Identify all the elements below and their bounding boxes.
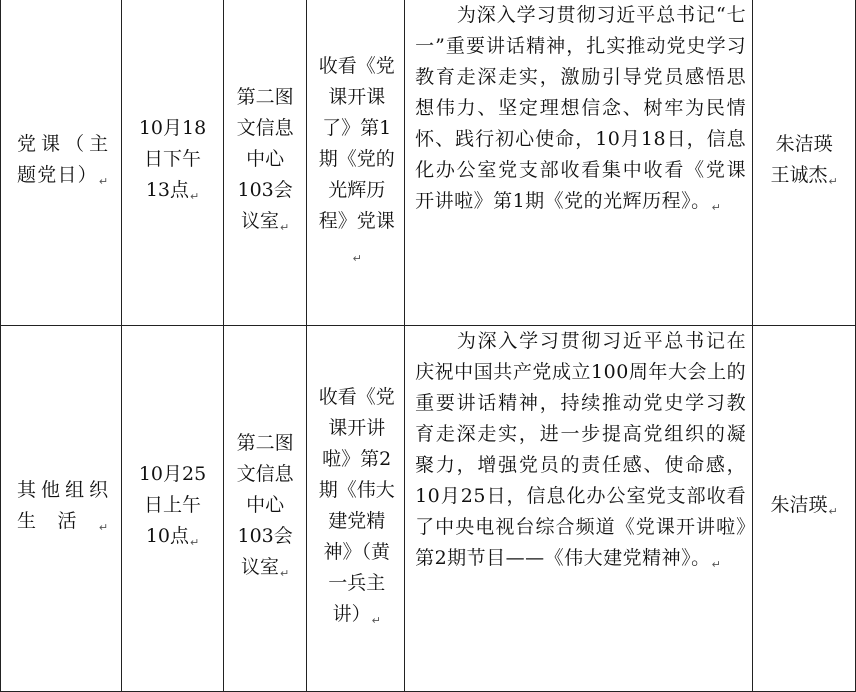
activity-description-cell bbox=[405, 0, 753, 326]
activity-type: 其他组织生活 bbox=[17, 478, 110, 532]
activity-topic: 收看《党课开讲啦》第2期《伟大建党精神》（黄一兵主讲） bbox=[318, 385, 395, 625]
activity-topic: 收看《党课开课了》第1期《党的光辉历程》党课 bbox=[318, 55, 395, 232]
paragraph-mark-icon: ↵ bbox=[711, 201, 722, 214]
activity-location-cell bbox=[223, 0, 306, 326]
activity-persons-cell bbox=[753, 0, 856, 326]
person-name: 朱洁瑛 bbox=[770, 494, 828, 516]
activity-description: 为深入学习贯彻习近平总书记在庆祝中国共产党成立100周年大会上的重要讲话精神，持续推动党史学习教育走深走实，进一步提高党组织的凝聚力，增强党员的责任感、使命感，10月25日，信息化办公室党支部收看了中央电视台综合频道《党课开讲啦》第2期节目——《伟大建党精神》。 bbox=[415, 330, 747, 569]
paragraph-mark-icon: ↵ bbox=[190, 536, 200, 549]
activity-persons-cell bbox=[753, 326, 856, 692]
paragraph-mark-icon: ↵ bbox=[280, 221, 290, 234]
activity-description: 为深入学习贯彻习近平总书记“七一”重要讲话精神，扎实推动党史学习教育走深走实，激励引导党员感悟思想伟力、坚定理想信念、树牢为民情怀、践行初心使命，10月18日，信息化办公室党支部收看集中收看《党课开讲啦》第1期《党的光辉历程》。 bbox=[415, 4, 747, 212]
table-row bbox=[1, 326, 856, 692]
paragraph-mark-icon: ↵ bbox=[711, 558, 722, 571]
activity-topic-cell bbox=[307, 0, 405, 326]
person-name: 朱洁瑛 bbox=[775, 132, 833, 155]
activity-location: 第二图文信息中心103会议室 bbox=[236, 86, 294, 232]
table-row bbox=[1, 0, 856, 326]
activity-location: 第二图文信息中心103会议室 bbox=[236, 432, 294, 578]
person-name-block bbox=[753, 160, 855, 197]
paragraph-mark-icon: ↵ bbox=[828, 505, 838, 518]
activity-type-cell bbox=[1, 326, 122, 692]
activity-type: 党课（主题党日） bbox=[17, 132, 110, 186]
paragraph-mark-icon: ↵ bbox=[828, 174, 838, 188]
activity-topic-cell bbox=[307, 326, 405, 692]
activity-description-cell bbox=[405, 326, 753, 692]
paragraph-mark-icon: ↵ bbox=[352, 252, 362, 265]
person-name: 王诚杰 bbox=[770, 163, 828, 186]
activity-type-cell bbox=[1, 0, 122, 326]
activity-time-cell bbox=[122, 0, 224, 326]
paragraph-mark-icon: ↵ bbox=[371, 613, 381, 627]
paragraph-mark-icon: ↵ bbox=[190, 190, 200, 203]
paragraph-mark-icon: ↵ bbox=[98, 520, 110, 534]
person-name-block bbox=[753, 490, 855, 527]
activity-time-cell bbox=[122, 326, 224, 692]
paragraph-mark-icon: ↵ bbox=[98, 174, 110, 188]
paragraph-mark-icon: ↵ bbox=[280, 567, 290, 580]
activity-location-cell bbox=[223, 326, 306, 692]
activity-time: 10月25日上午10点 bbox=[138, 463, 207, 547]
activity-time: 10月18日下午13点 bbox=[138, 117, 207, 201]
